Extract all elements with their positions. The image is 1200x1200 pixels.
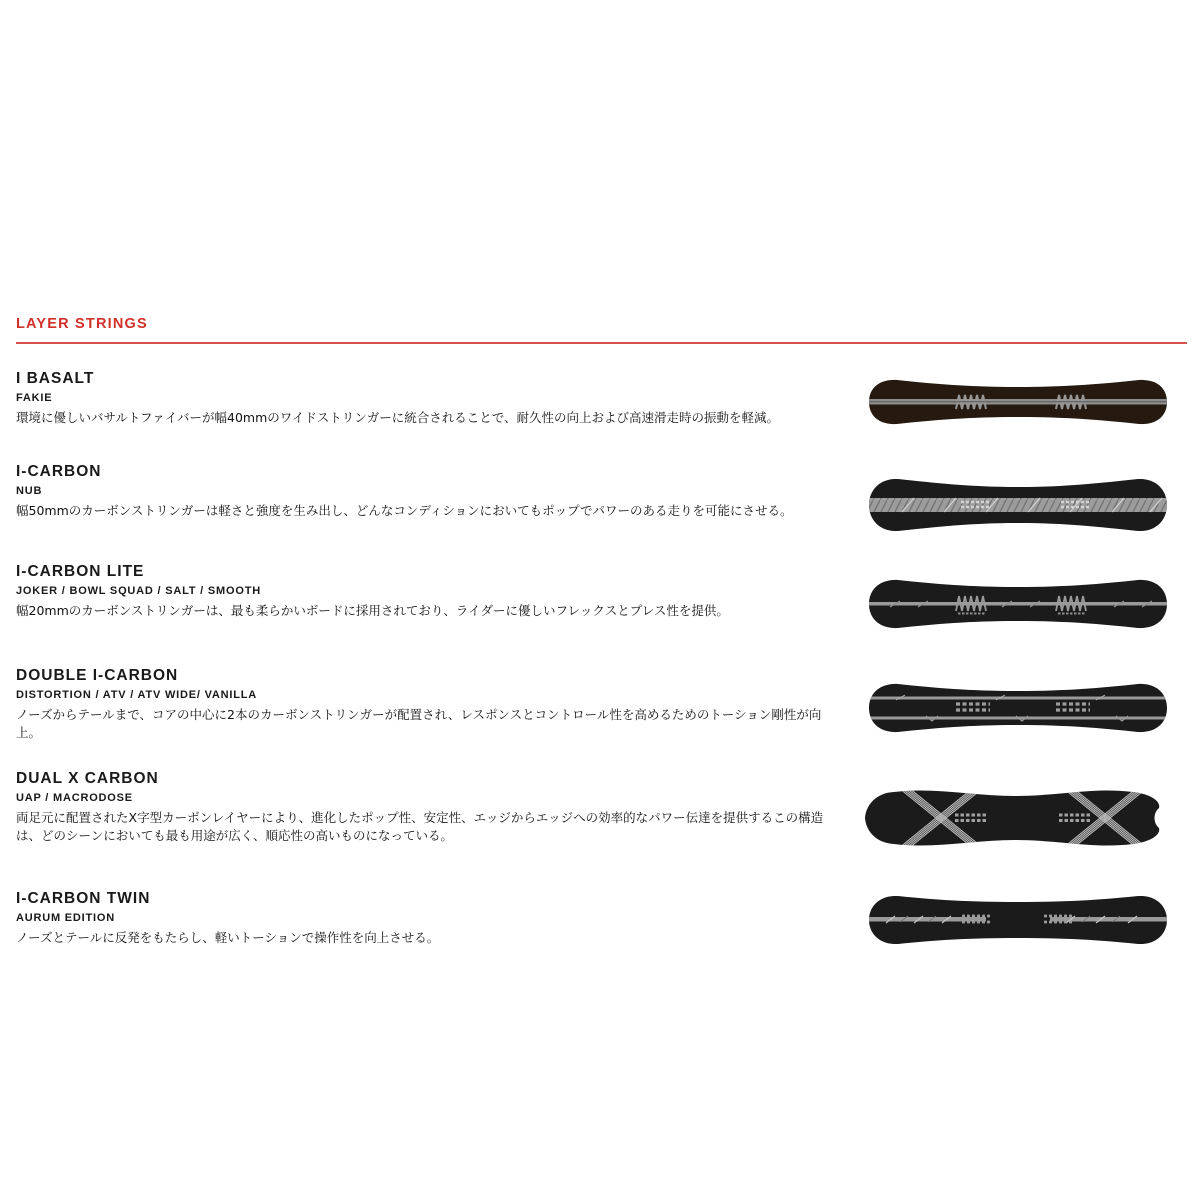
- section-title: I-CARBON TWIN: [16, 890, 151, 907]
- section-models: UAP / MACRODOSE: [16, 791, 133, 804]
- section-description: ノーズからテールまで、コアの中心に2本のカーボンストリンガーが配置され、レスポンスとコントロール性を高めるためのトーション剛性が向上。: [16, 706, 822, 740]
- section-i-carbon-lite: [16, 564, 824, 620]
- section-models: JOKER / BOWL SQUAD / SALT / SMOOTH: [16, 584, 261, 597]
- section-title: I BASALT: [16, 370, 95, 387]
- section-models: FAKIE: [16, 391, 53, 404]
- double-i-carbon-board-icon: [866, 676, 1170, 740]
- section-i-carbon-twin: [16, 891, 824, 947]
- header-divider: [16, 342, 1187, 344]
- section-models: NUB: [16, 484, 43, 497]
- section-description: 両足元に配置されたX字型カーボンレイヤーにより、進化したポップ性、安定性、エッジからエッジへの効率的なパワー伝達を提供するこの構造は、どのシーンにおいても最も用途が広く、順応性の高いものになっている。: [16, 809, 824, 843]
- section-title: DUAL X CARBON: [16, 770, 159, 787]
- section-title: DOUBLE I-CARBON: [16, 667, 179, 684]
- page-title: LAYER STRINGS: [16, 316, 148, 332]
- section-title: I-CARBON LITE: [16, 563, 145, 580]
- dual-x-carbon-board-icon: [861, 782, 1173, 854]
- section-description: 環境に優しいバサルトファイバーが幅40mmのワイドストリンガーに統合されることで、耐久性の向上および高速滑走時の振動を軽減。: [16, 409, 780, 425]
- section-i-basalt: [16, 371, 824, 427]
- i-carbon-lite-board-icon: [866, 572, 1170, 636]
- section-models: DISTORTION / ATV / ATV WIDE/ VANILLA: [16, 688, 258, 701]
- section-dual-x-carbon: [16, 771, 824, 845]
- section-description: ノーズとテールに反発をもたらし、軽いトーションで操作性を向上させる。: [16, 929, 440, 945]
- section-i-carbon: [16, 464, 824, 520]
- i-basalt-board-icon: [866, 374, 1170, 430]
- section-double-i-carbon: [16, 668, 824, 742]
- section-models: AURUM EDITION: [16, 911, 116, 924]
- section-title: I-CARBON: [16, 463, 102, 480]
- section-description: 幅20mmのカーボンストリンガーは、最も柔らかいボードに採用されており、ライダーに優しいフレックスとプレス性を提供。: [16, 602, 729, 618]
- i-carbon-twin-board-icon: [866, 886, 1170, 954]
- section-description: 幅50mmのカーボンストリンガーは軽さと強度を生み出し、どんなコンディションにおいてもポップでパワーのある走りを可能にさせる。: [16, 502, 793, 518]
- i-carbon-board-icon: [866, 472, 1170, 538]
